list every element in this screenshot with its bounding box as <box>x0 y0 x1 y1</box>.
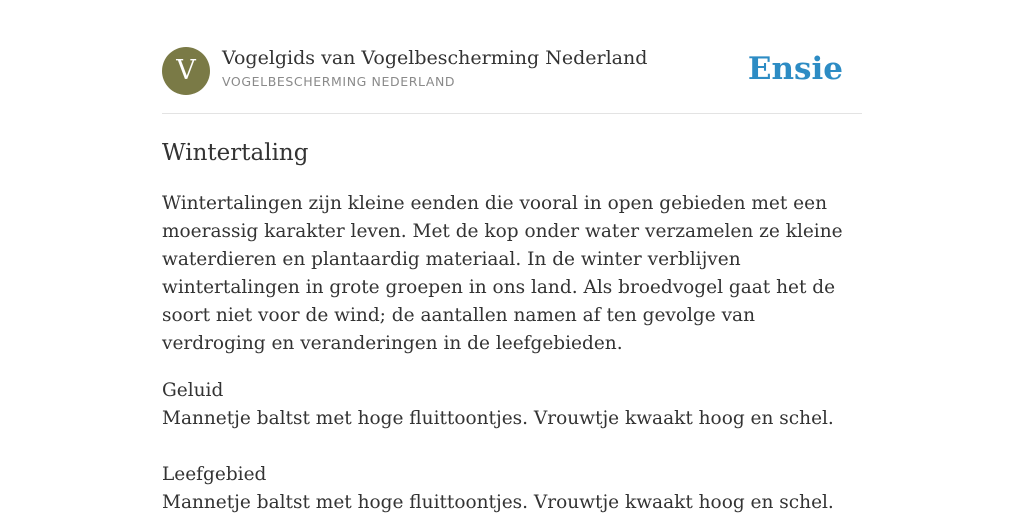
section-body: Mannetje baltst met hoge fluittoontjes. Vrouwtje kwaakt hoog en schel. <box>162 408 834 429</box>
article-intro: Wintertalingen zijn kleine eenden die vooral in open gebieden met een moerassig karakter leven. Met de kop onder water verzamelen ze kleine waterdieren en plantaardig materiaal. In de winter verblijven wintertalingen in grote groepen in ons land. Als broedvogel gaat het de soort niet voor de wind; de aantallen namen af ten gevolge van verdroging en veranderingen in de leefgebieden. <box>162 193 843 354</box>
section-heading: Leefgebied <box>162 464 267 485</box>
ensie-logo-link[interactable]: Ensie <box>747 51 843 87</box>
author-organization[interactable]: VOGELBESCHERMING NEDERLAND <box>222 74 456 89</box>
article-title: Wintertaling <box>162 140 309 166</box>
author-name[interactable]: Vogelgids van Vogelbescherming Nederland <box>222 47 648 69</box>
section-body: Mannetje baltst met hoge fluittoontjes. Vrouwtje kwaakt hoog en schel. <box>162 492 834 513</box>
page-container <box>162 0 862 513</box>
section-heading: Geluid <box>162 380 224 401</box>
header <box>162 0 862 114</box>
section-geluid <box>162 377 862 433</box>
section-leefgebied <box>162 461 862 517</box>
author-avatar[interactable]: V <box>162 47 210 95</box>
